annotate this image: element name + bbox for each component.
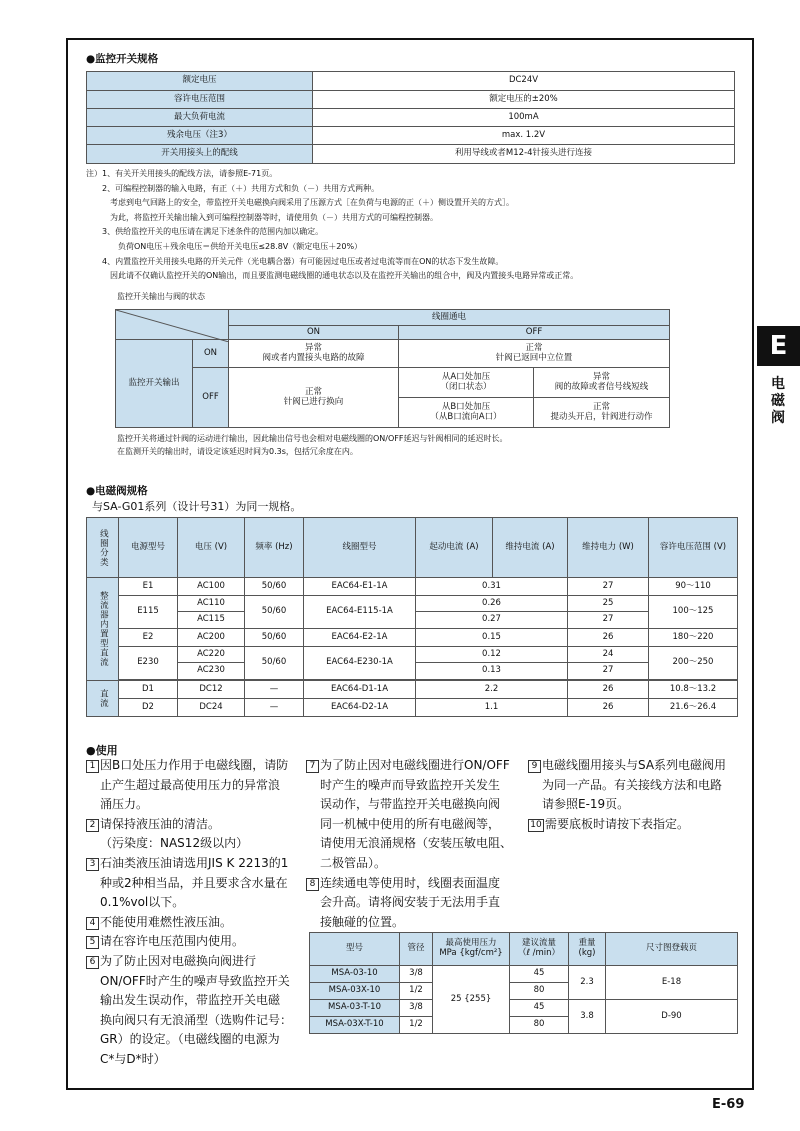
cell: MSA-03X-10 (310, 983, 400, 1000)
cell: 45 (510, 1000, 569, 1017)
cell: 50/60 (245, 647, 304, 680)
state-table-caption: 监控开关输出与阀的状态 (117, 292, 205, 301)
state-cell: 异常 阀的故障或者信号线短线 (534, 368, 670, 398)
cell: 2.2 (416, 681, 568, 699)
cell: 0.27 (416, 612, 568, 629)
switch-off: OFF (193, 368, 229, 428)
state-cell: 正常 针阀已进行换向 (229, 368, 399, 428)
col-header: 容许电压范围 (V) (649, 518, 738, 578)
usage-item: 4 不能使用难燃性液压油。 (86, 913, 300, 933)
state-cell: 从A口处加压 （闭口状态） (399, 368, 534, 398)
cell: MSA-03-T-10 (310, 1000, 400, 1017)
cell: 3/8 (400, 1000, 433, 1017)
col-header: 尺寸图登载页 (606, 933, 738, 966)
col-header: 最高使用压力 MPa {kgf/cm²} (433, 933, 510, 966)
cell: E2 (119, 629, 178, 647)
solenoid-spec-title: ●电磁阀规格 (86, 485, 148, 497)
state-cell: 正常 提动头开启，针阀进行动作 (534, 398, 670, 428)
col-header: 电源型号 (119, 518, 178, 578)
usage-item: 2 请保持液压油的清洁。 （污染度：NAS12级以内） (86, 815, 300, 854)
state-cell: 从B口处加压 （从B口流向A口） (399, 398, 534, 428)
spec-value: max. 1.2V (313, 127, 735, 145)
cell: E115 (119, 596, 178, 629)
cell: E-18 (606, 966, 738, 1000)
cell: 50/60 (245, 629, 304, 647)
note-line: 负荷ON电压＋残余电压＝供给开关电压≤28.8V（额定电压＋20%） (86, 241, 363, 251)
cell: EAC64-E2-1A (304, 629, 416, 647)
switch-on: ON (193, 340, 229, 368)
cell: — (245, 699, 304, 717)
usage-item: 10 需要底板时请按下表指定。 (528, 815, 742, 835)
col-header: 维持电力 (W) (568, 518, 649, 578)
usage-col-2 (306, 756, 524, 932)
cell: 80 (510, 1017, 569, 1034)
table-row (310, 966, 738, 983)
usage-col-1 (86, 756, 300, 1070)
cell: 1/2 (400, 983, 433, 1000)
cell: 45 (510, 966, 569, 983)
cell: 21.6～26.4 (649, 699, 738, 717)
cell: 0.26 (416, 596, 568, 612)
cell: AC100 (178, 578, 245, 596)
diagonal-line (116, 310, 229, 342)
tab-char: 阀 (771, 410, 785, 426)
cell: — (245, 681, 304, 699)
cell: 80 (510, 983, 569, 1000)
note-line: 在监测开关的输出时，请设定该延迟时间为0.3s，包括冗余度在内。 (117, 447, 358, 456)
col-header: 建议流量 （ℓ /min） (510, 933, 569, 966)
note-line: 考虑到电气回路上的安全，带监控开关电磁换向阀采用了压源方式［在负荷与电源的正（＋）侧设置开关的方式］。 (86, 198, 514, 208)
table-row (87, 596, 738, 612)
cell: 26 (568, 681, 649, 699)
cell: EAC64-E1-1A (304, 578, 416, 596)
spec-label: 开关用接头上的配线 (87, 145, 313, 164)
cell: 1.1 (416, 699, 568, 717)
usage-title: ●使用 (86, 744, 118, 757)
cell: DC24 (178, 699, 245, 717)
cell: EAC64-D1-1A (304, 681, 416, 699)
cell: AC230 (178, 663, 245, 680)
usage-item: 9 电磁线圈用接头与SA系列电磁阀用 为同一产品。有关接线方法和电路 请参照E-19页。 (528, 756, 742, 815)
usage-item: 3 石油类液压油请选用JIS K 2213的1 种或2种相当品，并且要求含水量在 0.1%vol以下。 (86, 854, 300, 913)
table-row (87, 681, 738, 699)
note-line: 因此请不仅确认监控开关的ON输出，而且要监测电磁线圈的通电状态以及在监控开关输出的组合中，阀及内置接头电路异常或正常。 (86, 271, 579, 281)
cell: AC110 (178, 596, 245, 612)
switch-spec-table (86, 71, 735, 164)
col-header: 电压 (V) (178, 518, 245, 578)
cell: 100～125 (649, 596, 738, 629)
cell: 26 (568, 629, 649, 647)
note-line: 注）1、有关开关用接头的配线方法，请参照E-71页。 (86, 169, 278, 178)
col-header: 管径 (400, 933, 433, 966)
cell: D1 (119, 681, 178, 699)
switch-output-header: 监控开关输出 (116, 340, 193, 428)
cell: AC220 (178, 647, 245, 663)
section-tab-text (770, 376, 786, 427)
col-header: 线圈型号 (304, 518, 416, 578)
table-row (87, 647, 738, 663)
spec-label: 额定电压 (87, 72, 313, 91)
usage-item: 5 请在容许电压范围内使用。 (86, 932, 300, 952)
cell: D-90 (606, 1000, 738, 1034)
col-header: 型号 (310, 933, 400, 966)
cell: EAC64-E230-1A (304, 647, 416, 680)
solenoid-spec-subtitle: 与SA-G01系列（设计号31）为同一规格。 (92, 500, 302, 513)
col-header: 起动电流 (A) (416, 518, 493, 578)
col-header: 维持电流 (A) (493, 518, 568, 578)
cell: 0.12 (416, 647, 568, 663)
cell: 3/8 (400, 966, 433, 983)
cell: 27 (568, 663, 649, 680)
cell: 50/60 (245, 578, 304, 596)
spec-label: 残余电压（注3） (87, 127, 313, 145)
cell: 10.8～13.2 (649, 681, 738, 699)
cell: 24 (568, 647, 649, 663)
coil-off: OFF (399, 326, 670, 340)
spec-value: 100mA (313, 109, 735, 127)
cell: 50/60 (245, 596, 304, 629)
cell: 25 {255} (433, 966, 510, 1034)
cell: AC200 (178, 629, 245, 647)
state-notes (117, 432, 507, 458)
note-line: 3、供给监控开关的电压请在满足下述条件的范围内加以确定。 (86, 227, 324, 237)
usage-col-3 (528, 756, 742, 834)
usage-item: 6 为了防止因对电磁换向阀进行 ON/OFF时产生的噪声导致监控开关 输出发生误动作，带监控开关电磁 换向阀只有无浪涌型（选购件记号： GR）的设定。（电磁线圈的电源为 C*与D*时） (86, 952, 300, 1070)
note-line: 为此，将监控开关输出输入到可编程控制器等时，请使用负（－）共用方式的可编程控制器。 (86, 212, 438, 222)
solenoid-spec-table (86, 517, 738, 717)
cell: EAC64-E115-1A (304, 596, 416, 629)
table-row (87, 699, 738, 717)
cell: 0.15 (416, 629, 568, 647)
state-cell: 正常 针阀已返回中立位置 (399, 340, 670, 368)
coil-on: ON (229, 326, 399, 340)
col-header: 频率 (Hz) (245, 518, 304, 578)
cell: E230 (119, 647, 178, 680)
state-corner-cell (116, 310, 229, 340)
group-label: 直流 (87, 681, 119, 717)
spec-value: 额定电压的±20% (313, 91, 735, 109)
note-line: 2、可编程控制器的输入电路，有正（＋）共用方式和负（－）共用方式两种。 (86, 183, 380, 193)
cell: DC12 (178, 681, 245, 699)
cell: 26 (568, 699, 649, 717)
tab-char: 电 (771, 376, 785, 392)
cell: 25 (568, 596, 649, 612)
group-label: 整流器内置型直流 (87, 578, 119, 681)
cell: 1/2 (400, 1017, 433, 1034)
cell: MSA-03-10 (310, 966, 400, 983)
cell: 27 (568, 578, 649, 596)
state-table (115, 309, 670, 428)
switch-spec-title: ●监控开关规格 (86, 53, 159, 65)
spec-value: 利用导线或者M12-4针接头进行连接 (313, 145, 735, 164)
spec-label: 最大负荷电流 (87, 109, 313, 127)
coil-header: 线圈通电 (229, 310, 670, 326)
cell: 2.3 (569, 966, 606, 1000)
section-tab[interactable]: E (757, 326, 800, 366)
cell: MSA-03X-T-10 (310, 1017, 400, 1034)
col-header: 重量 (kg) (569, 933, 606, 966)
cell: E1 (119, 578, 178, 596)
usage-item: 7 为了防止因对电磁线圈进行ON/OFF 时产生的噪声而导致监控开关发生 误动作，与带监控开关电磁换向阀 同一机械中使用的所有电磁阀等， 请使用无浪涌规格（安装压敏电阻、 二极管品）。 (306, 756, 524, 874)
note-line: 监控开关将通过针阀的运动进行输出，因此输出信号也会相对电磁线圈的ON/OFF延迟与针阀相同的延迟时长。 (117, 434, 508, 443)
cell: 90～110 (649, 578, 738, 596)
cell: EAC64-D2-1A (304, 699, 416, 717)
col-header: 线圈分类 (87, 518, 119, 578)
tab-char: 磁 (771, 393, 785, 409)
notes (86, 167, 578, 284)
base-table (309, 932, 738, 1034)
note-line: 4、内置监控开关用接头电路的开关元件（光电耦合器）有可能因过电压或者过电流等而在ON的状态下发生故障。 (86, 256, 504, 266)
cell: 180～220 (649, 629, 738, 647)
page-number: E-69 (712, 1097, 745, 1112)
cell: 200～250 (649, 647, 738, 680)
cell: AC115 (178, 612, 245, 629)
cell: D2 (119, 699, 178, 717)
state-cell: 异常 阀或者内置接头电路的故障 (229, 340, 399, 368)
table-row (310, 1000, 738, 1017)
cell: 3.8 (569, 1000, 606, 1034)
spec-value: DC24V (313, 72, 735, 91)
table-row (87, 578, 738, 596)
usage-item: 8 连续通电等使用时，线圈表面温度 会升高。请将阀安装于无法用手直 接触碰的位置。 (306, 874, 524, 933)
table-row (87, 629, 738, 647)
cell: 27 (568, 612, 649, 629)
cell: 0.13 (416, 663, 568, 680)
usage-item: 1 因B口处压力作用于电磁线圈，请防 止产生超过最高使用压力的异常浪 涌压力。 (86, 756, 300, 815)
cell: 0.31 (416, 578, 568, 596)
spec-label: 容许电压范围 (87, 91, 313, 109)
